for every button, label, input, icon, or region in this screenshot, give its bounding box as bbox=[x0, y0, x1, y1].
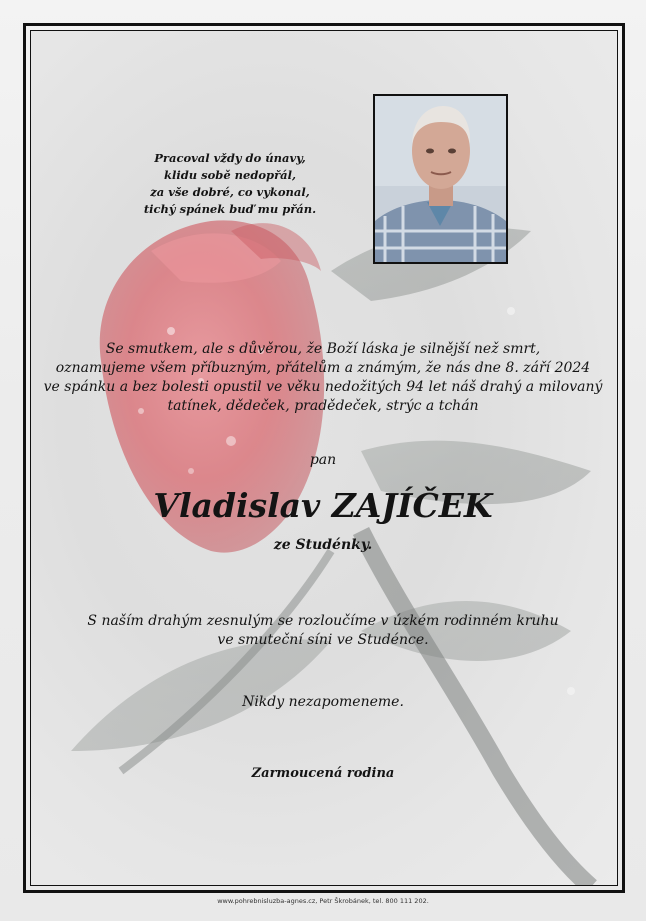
closing-phrase: Nikdy nezapomeneme. bbox=[242, 694, 404, 710]
announcement-line: ve spánku a bez bolesti opustil ve věku nedožitých 94 let náš drahý a milovaný bbox=[43, 379, 603, 395]
announcement-line: Se smutkem, ale s důvěrou, že Boží láska je silnější než smrt, bbox=[105, 341, 541, 357]
announcement-line: tatínek, dědeček, pradědeček, strýc a tchán bbox=[167, 398, 479, 414]
deceased-origin: ze Studénky. bbox=[273, 537, 373, 553]
farewell-line: ve smuteční síni ve Studénce. bbox=[217, 632, 429, 648]
announcement-text bbox=[0, 340, 646, 416]
honorific: pan bbox=[309, 452, 337, 468]
farewell-text bbox=[0, 612, 646, 650]
memorial-poem bbox=[140, 150, 320, 218]
poem-line: za vše dobré, co vykonal, bbox=[150, 185, 310, 199]
announcement-line: oznamujeme všem příbuzným, přátelům a známým, že nás dne 8. září 2024 bbox=[55, 360, 591, 376]
poem-line: tichý spánek buď mu přán. bbox=[143, 202, 317, 216]
signature: Zarmoucená rodina bbox=[251, 766, 395, 781]
poem-line: klidu sobě nedopřál, bbox=[164, 168, 296, 182]
poem-line: Pracoval vždy do únavy, bbox=[154, 151, 306, 165]
portrait-photo bbox=[373, 94, 508, 264]
deceased-name: Vladislav ZAJÍČEK bbox=[153, 486, 493, 525]
funeral-service-footer: www.pohrebnisluzba-agnes.cz, Petr Škrobánek, tel. 800 111 202. bbox=[217, 897, 429, 905]
farewell-line: S naším drahým zesnulým se rozloučíme v úzkém rodinném kruhu bbox=[87, 613, 559, 629]
